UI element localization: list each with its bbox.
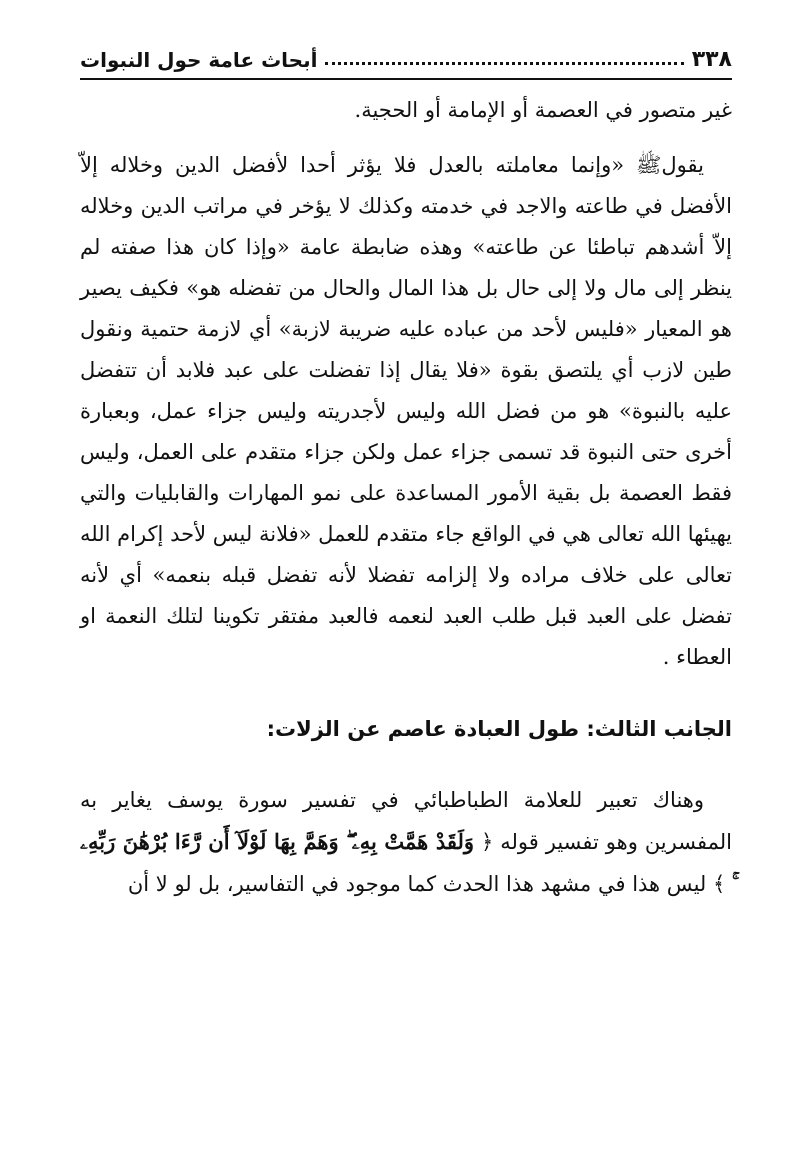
- paragraph-tafsir-rest: ليس هذا في مشهد هذا الحدث كما موجود في التفاسير، بل لو لا أن: [127, 872, 707, 896]
- paragraph-main: يقولﷺ «وإنما معاملته بالعدل فلا يؤثر أحدا لأفضل الدين وخلاله إلاّ الأفضل في طاعته والاجد في خدمته وكذلك لا يؤخر في مراتب الدين وخلاله إلاّ أشدهم تباطئا عن طاعته» وهذه ضابطة عامة «وإذا كان هذا صفته لم ينظر إلى مال ولا إلى حال بل هذا المال والحال من تفضله هو» فكيف يصير هو المعيار «فليس لأحد من عباده عليه ضريبة لازبة» أي لازمة حتمية ونقول طين لازب أي يلتصق بقوة «فلا يقال إذا تفضلت على عبد فلابد أن تتفضل عليه بالنبوة» هو من فضل الله وليس لأجدريته وليس جزاء عمل، وبعبارة أخرى حتى النبوة قد تسمى جزاء عمل ولكن جزاء متقدم على العمل، وليس فقط العصمة بل بقية الأمور المساعدة على نمو المهارات والقابليات والتي يهيئها الله تعالى هي في الواقع جاء متقدم للعمل «فلانة ليس لأحد إكرام الله تعالى على خلاف مراده ولا إلزامه تفضلا لأنه تفضل قبله بنعمه» أي لأنه تفضل على العبد قبل طلب العبد لنعمه فالعبد مفتقر تكوينا لتلك النعمة او العطاء .: [80, 153, 732, 669]
- running-title: أبحاث عامة حول النبوات: [80, 48, 318, 72]
- paragraph-continuation: غير متصور في العصمة أو الإمامة أو الحجية.: [354, 98, 732, 122]
- page-number: ٣٣٨: [691, 47, 732, 72]
- page-header: [80, 40, 732, 80]
- paragraph-tafsir-intro: وهناك تعبير للعلامة الطباطبائي في تفسير سورة يوسف يغاير به المفسرين وهو تفسير قوله: [80, 788, 732, 854]
- paragraph-tafsir: [80, 780, 732, 905]
- quran-bracket-open: ﴿: [480, 830, 494, 854]
- body-text: [80, 90, 732, 905]
- quran-bracket-close: ﴾: [713, 872, 726, 896]
- section-heading: الجانب الثالث: طول العبادة عاصم عن الزلات:: [266, 717, 732, 741]
- header-dot-leader: [325, 62, 683, 65]
- quran-verse: وَلَقَدْ هَمَّتْ بِهِۦ ۖ وَهَمَّ بِهَا لَوْلَآ أَن رَّءَا بُرْهَٰنَ رَبِّهِۦ: [80, 829, 475, 854]
